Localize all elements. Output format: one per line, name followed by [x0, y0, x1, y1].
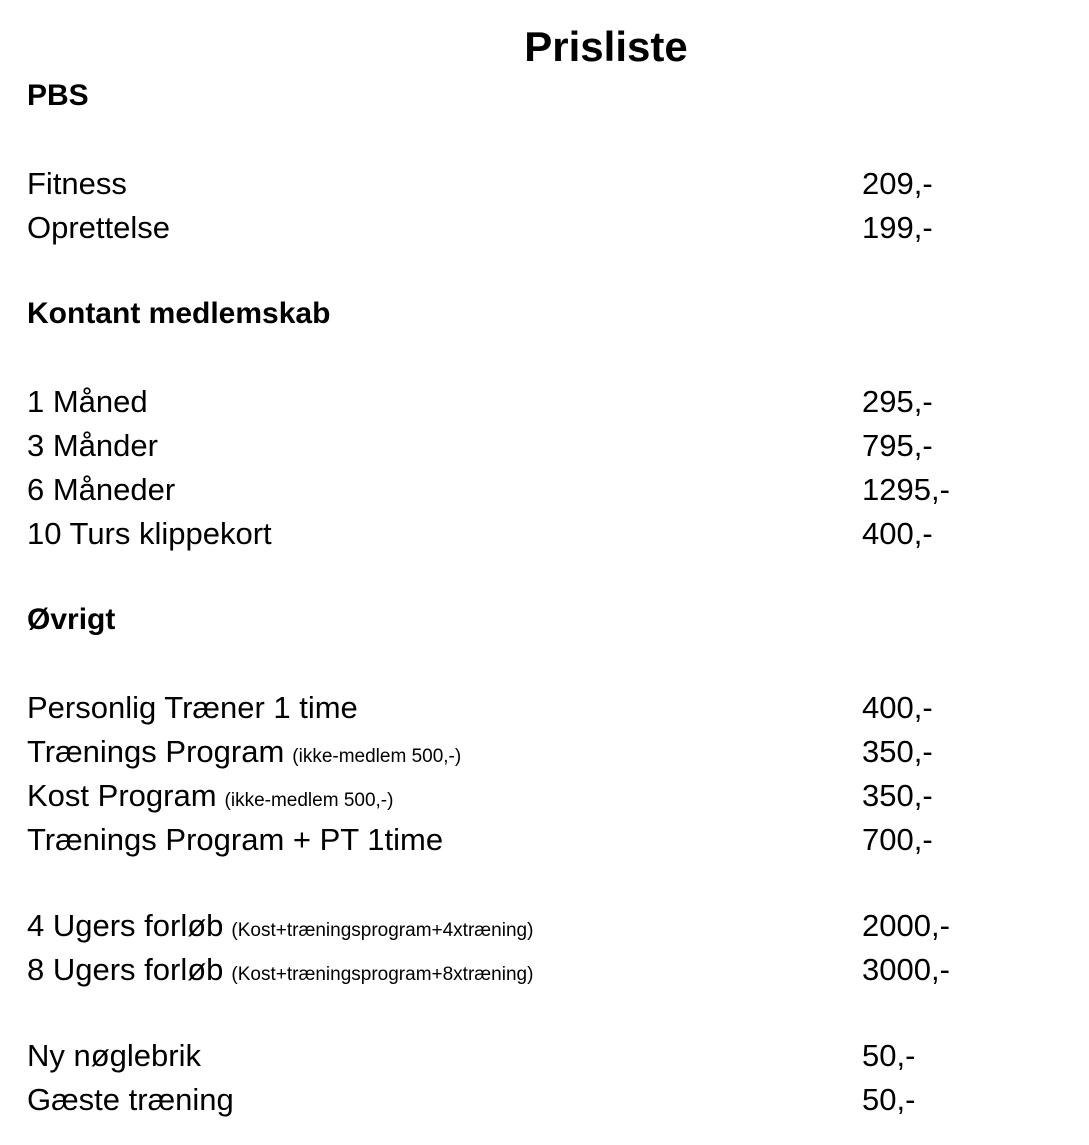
page-title: Prisliste [524, 23, 688, 70]
price-row-amount: 50,- [862, 1082, 916, 1117]
price-row-amount: 2000,- [862, 908, 950, 943]
price-row [27, 686, 1067, 730]
price-row [27, 948, 1067, 992]
price-row-label: Personlig Træner 1 time [27, 690, 358, 725]
spacer [27, 118, 1067, 162]
price-row [27, 424, 1067, 468]
section-kontant-medlemskab [27, 292, 1067, 556]
price-row-label: 1 Måned [27, 384, 148, 419]
price-row [27, 730, 1067, 774]
price-row-label: Ny nøglebrik [27, 1038, 201, 1073]
price-row-amount: 50,- [862, 1038, 916, 1073]
price-row [27, 1078, 1067, 1122]
price-row-label: Trænings Program + PT 1time [27, 822, 444, 857]
price-row [27, 512, 1067, 556]
price-row-label: Fitness [27, 166, 127, 201]
price-row-label: Gæste træning [27, 1082, 234, 1117]
price-row-amount: 3000,- [862, 952, 950, 987]
price-row-amount: 400,- [862, 516, 933, 551]
price-row-group [27, 1034, 1067, 1122]
price-row-amount: 795,- [862, 428, 933, 463]
price-row-amount: 350,- [862, 778, 933, 813]
price-row-amount: 350,- [862, 734, 933, 769]
section-heading-kontant-medlemskab: Kontant medlemskab [27, 297, 331, 330]
section-heading-pbs: PBS [27, 79, 89, 112]
price-row [27, 904, 1067, 948]
spacer [27, 336, 1067, 380]
price-row-note: (Kost+træningsprogram+4xtræning) [231, 920, 534, 941]
price-row-amount: 199,- [862, 210, 933, 245]
spacer [27, 556, 1067, 598]
section-heading-ovrigt: Øvrigt [27, 603, 116, 636]
price-row-label: 6 Måneder [27, 472, 176, 507]
spacer [27, 992, 1067, 1034]
price-row-label: 4 Ugers forløb [27, 908, 224, 943]
spacer [27, 250, 1067, 292]
price-row-amount: 700,- [862, 822, 933, 857]
price-row-group [27, 380, 1067, 556]
price-row-note: (Kost+træningsprogram+8xtræning) [231, 964, 534, 985]
price-row-label: 8 Ugers forløb [27, 952, 224, 987]
price-row-amount: 209,- [862, 166, 933, 201]
spacer [27, 862, 1067, 904]
price-row-label: 10 Turs klippekort [27, 516, 272, 551]
price-row-note: (ikke-medlem 500,-) [224, 790, 394, 811]
price-row [27, 1034, 1067, 1078]
price-row-group [27, 686, 1067, 862]
price-row-group [27, 162, 1067, 250]
price-row-amount: 400,- [862, 690, 933, 725]
price-row [27, 162, 1067, 206]
price-row-note: (ikke-medlem 500,-) [292, 746, 462, 767]
price-list-body [27, 74, 1067, 1122]
price-row-label: Kost Program [27, 778, 217, 813]
price-row-label: Oprettelse [27, 210, 171, 245]
price-row-label: Trænings Program [27, 734, 285, 769]
spacer [27, 642, 1067, 686]
section-ovrigt [27, 598, 1067, 1122]
price-row [27, 206, 1067, 250]
price-row-group [27, 904, 1067, 992]
price-row-amount: 1295,- [862, 472, 950, 507]
section-pbs [27, 74, 1067, 250]
price-row [27, 818, 1067, 862]
price-row [27, 468, 1067, 512]
price-row-amount: 295,- [862, 384, 933, 419]
price-row [27, 774, 1067, 818]
price-row-label: 3 Månder [27, 428, 158, 463]
price-row [27, 380, 1067, 424]
